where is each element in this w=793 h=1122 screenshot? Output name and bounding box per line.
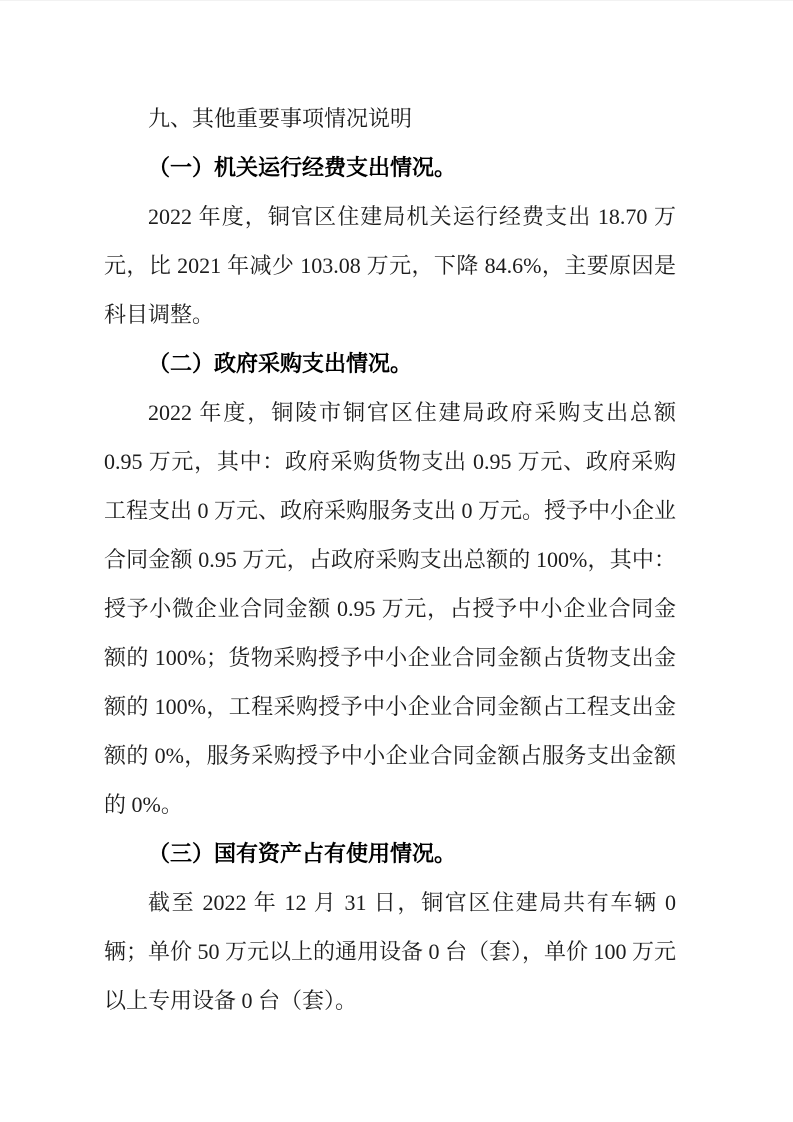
paragraph-agency-operating-expense: 2022 年度，铜官区住建局机关运行经费支出 18.70 万元，比 2021 年减少 103.08 万元，下降 84.6%，主要原因是科目调整。 [104, 204, 676, 327]
subsection-heading-government-procurement: （二）政府采购支出情况。 [148, 351, 413, 376]
subsection-heading-state-owned-assets: （三）国有资产占有使用情况。 [148, 841, 457, 866]
paragraph-government-procurement: 2022 年度，铜陵市铜官区住建局政府采购支出总额 0.95 万元，其中：政府采购货物支出 0.95 万元、政府采购工程支出 0 万元、政府采购服务支出 0 万元。授予中小企业合同金额 0.95 万元，占政府采购支出总额的 100%，其中：授予小微企业合同金额 0.95 万元，占授予中小企业合同金额的 100%；货物采购授予中小企业合同金额占货物支出金额的 100%，工程采购授予中小企业合同金额占工程支出金额的 0%，服务采购授予中小企业合同金额占服务支出金额的 0%。 [104, 400, 677, 817]
paragraph-state-owned-assets: 截至 2022 年 12 月 31 日，铜官区住建局共有车辆 0 辆；单价 50 万元以上的通用设备 0 台（套），单价 100 万元以上专用设备 0 台（套）。 [104, 890, 677, 1013]
document-content [104, 94, 676, 1025]
subsection-heading-agency-operating-expense: （一）机关运行经费支出情况。 [148, 155, 457, 180]
section-title: 九、其他重要事项情况说明 [148, 106, 413, 131]
